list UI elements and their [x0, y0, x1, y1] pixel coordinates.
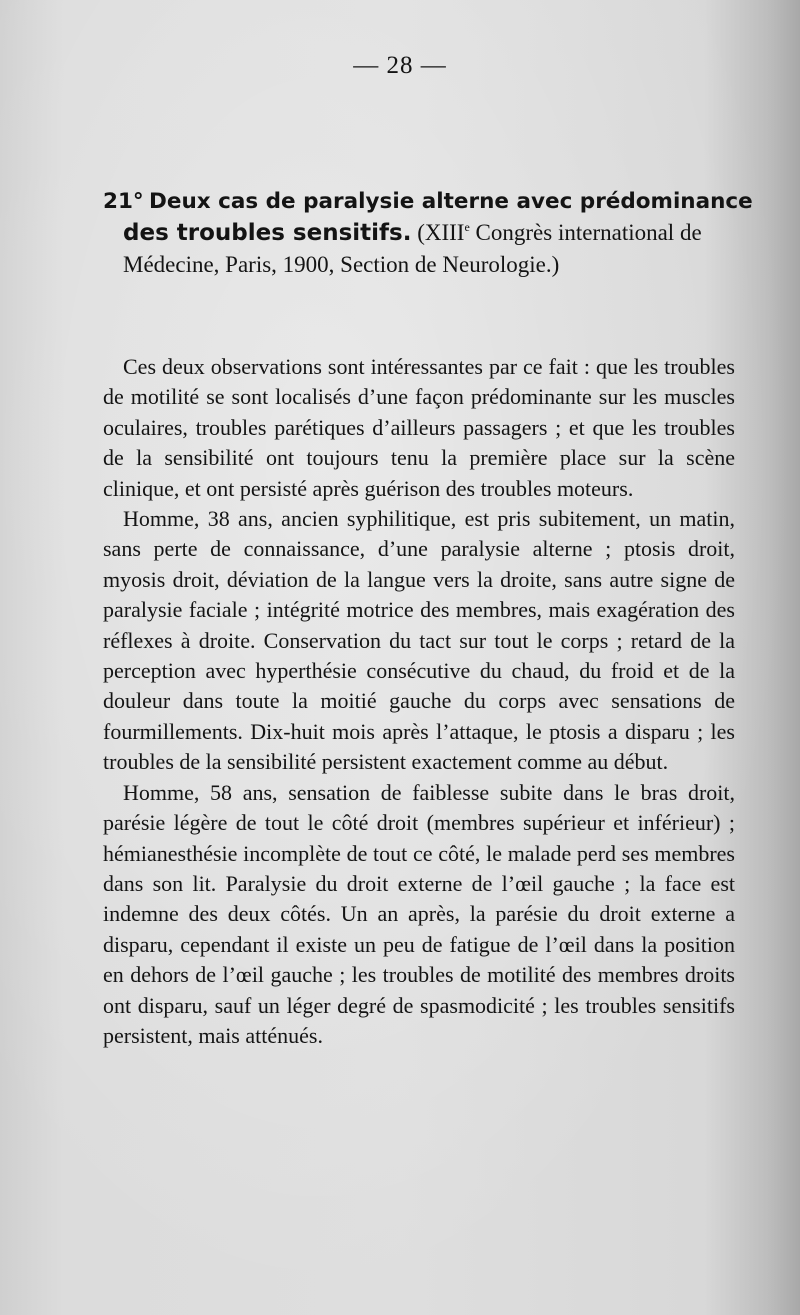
heading-line-3: Médecine, Paris, 1900, Section de Neurologie.): [123, 252, 560, 277]
section-number: 21°: [103, 189, 144, 214]
reference-superscript: e: [464, 220, 470, 234]
paragraph-case-2: Homme, 58 ans, sensation de faiblesse subite dans le bras droit, parésie légère de tout le côté droit (membres supérieur et inférieur) ; hémianesthésie incomplète de tout ce côté, le malade perd ses membres dans son lit. Paralysie du droit externe de l’œil gauche ; la face est indemne des deux côtés. Un an après, la parésie du droit externe a disparu, cependant il existe un peu de fatigue de l’œil dans la position en dehors de l’œil gauche ; les troubles de motilité des membres droits ont disparu, sauf un léger degré de spasmodicité ; les troubles sensitifs persistent, mais atténués.: [103, 779, 735, 1048]
section-title-part2: des troubles sensitifs.: [123, 220, 412, 246]
heading-line-1: [103, 186, 753, 217]
paragraph-case-1: Homme, 38 ans, ancien syphilitique, est pris subitement, un matin, sans perte de connaissance, d’une paralysie alterne ; ptosis droit, myosis droit, déviation de la langue vers la droite, sans autre signe de paralysie faciale ; intégrité motrice des membres, mais exagération des réflexes à droite. Conservation du tact sur tout le corps ; retard de la perception avec hyperthésie consécutive du chaud, du froid et de la douleur dans toute la moitié gauche du corps avec sensations de fourmillements. Dix-huit mois après l’attaque, le ptosis a disparu ; les troubles de la sensibilité persistent exactement comme au début.: [103, 506, 735, 775]
paragraph-intro: Ces deux observations sont intéressantes par ce fait : que les troubles de motilité se sont localisés d’une façon prédominante sur les muscles oculaires, troubles parétiques d’ailleurs passagers ; et que les troubles de la sensibilité ont toujours tenu la première place sur la scène clinique, et ont persisté après guérison des troubles moteurs.: [103, 354, 735, 501]
section-heading: [103, 186, 753, 280]
reference-open: (XIII: [417, 220, 465, 245]
body-text: [103, 352, 735, 1051]
heading-line-2: [103, 217, 735, 249]
section-title-part1: Deux cas de paralysie alterne avec prédominance: [149, 189, 753, 214]
page-number: — 28 —: [353, 52, 447, 79]
reference-rest: Congrès international de: [469, 220, 702, 245]
